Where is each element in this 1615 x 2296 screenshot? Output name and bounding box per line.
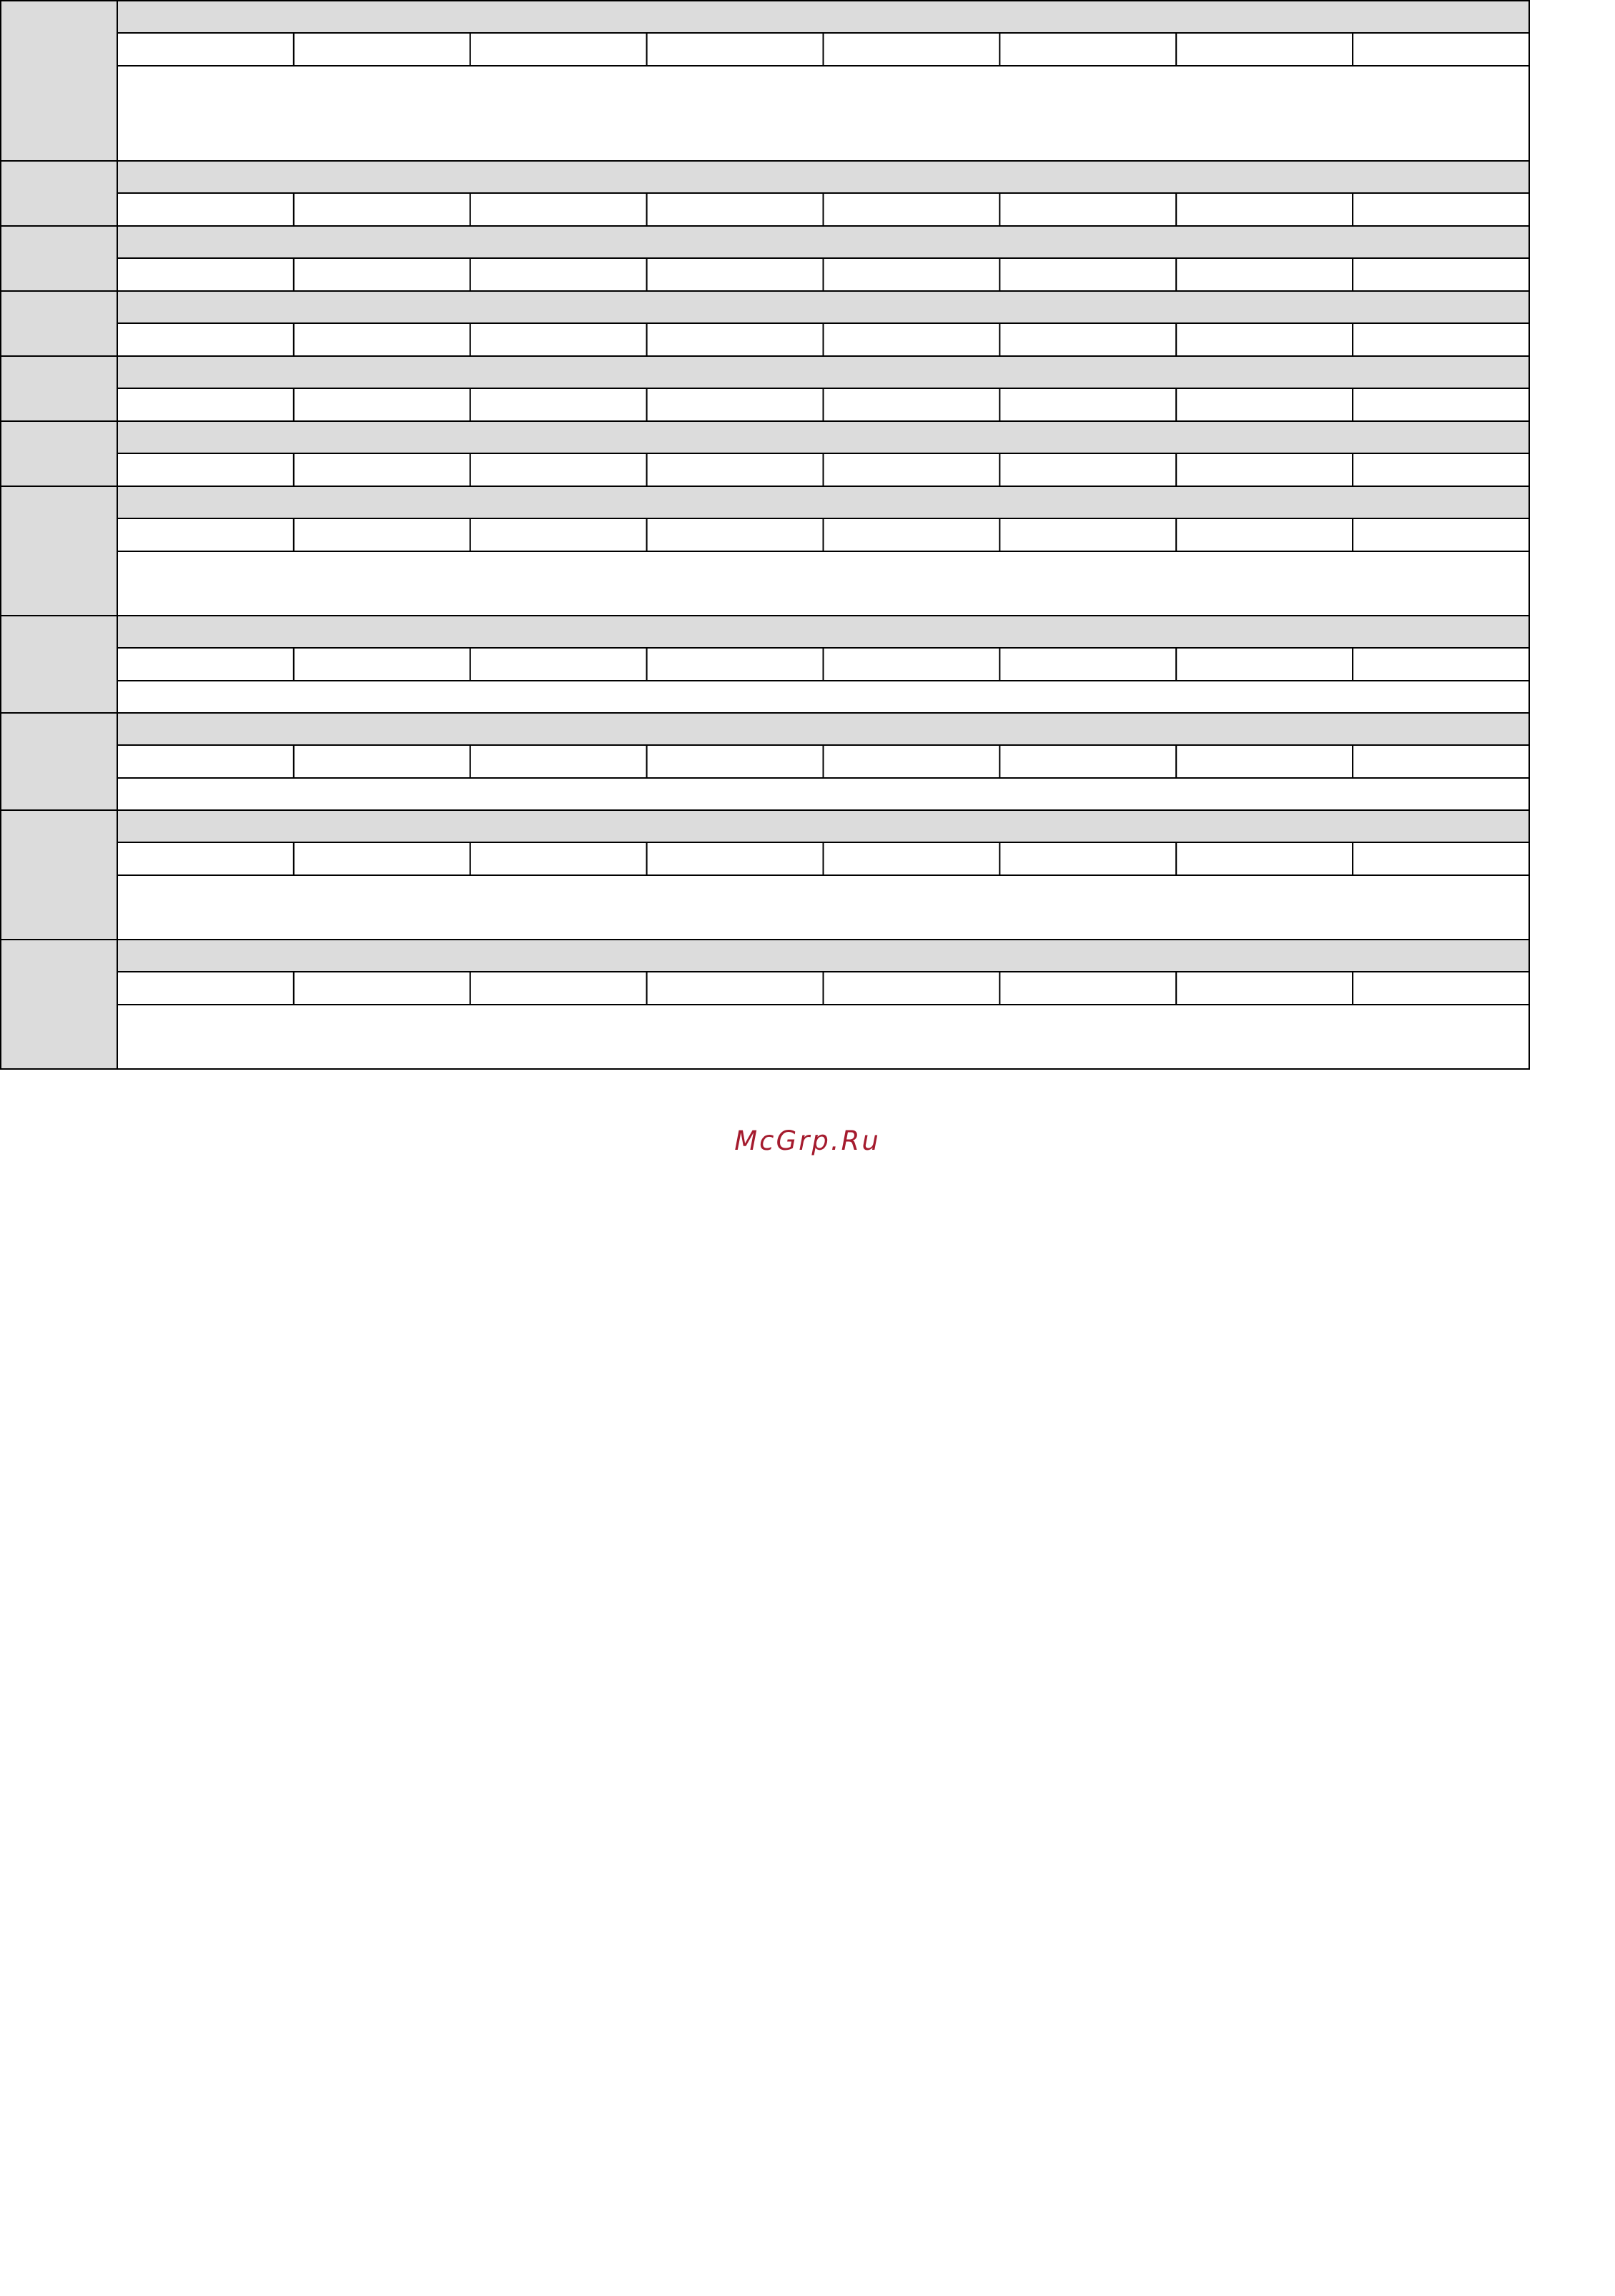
value-cell [294, 842, 470, 875]
section-label-cell [1, 291, 117, 356]
value-cell [294, 193, 470, 226]
value-cell [117, 453, 294, 486]
value-cell [647, 648, 824, 681]
value-cell [294, 33, 470, 66]
section-note-row [117, 681, 1529, 713]
value-cell [999, 33, 1176, 66]
section-note-row [117, 551, 1529, 616]
value-cell [824, 972, 1000, 1005]
value-cell [647, 972, 824, 1005]
value-cell [117, 33, 294, 66]
value-cell [1176, 193, 1353, 226]
section-label-cell [1, 713, 117, 810]
value-cell [1353, 193, 1529, 226]
value-cell [824, 388, 1000, 421]
value-cell [647, 453, 824, 486]
value-cell [294, 453, 470, 486]
value-cell [824, 745, 1000, 778]
value-cell [117, 388, 294, 421]
value-cell [824, 193, 1000, 226]
value-cell [999, 745, 1176, 778]
section-header-strip [117, 616, 1529, 648]
value-cell [117, 258, 294, 291]
value-cell [1353, 518, 1529, 551]
section-label-cell [1, 616, 117, 713]
value-cell [647, 518, 824, 551]
value-cell [1176, 648, 1353, 681]
value-cell [294, 972, 470, 1005]
value-cell [1353, 648, 1529, 681]
value-cell [470, 388, 647, 421]
value-cell [117, 193, 294, 226]
value-cell [647, 193, 824, 226]
value-cell [1176, 323, 1353, 356]
value-cell [470, 193, 647, 226]
value-cell [824, 842, 1000, 875]
value-cell [470, 745, 647, 778]
value-cell [999, 388, 1176, 421]
value-cell [1353, 388, 1529, 421]
value-cell [647, 842, 824, 875]
section-label-cell [1, 940, 117, 1069]
value-cell [117, 972, 294, 1005]
value-cell [1176, 518, 1353, 551]
value-cell [1176, 842, 1353, 875]
value-cell [1353, 972, 1529, 1005]
value-cell [117, 518, 294, 551]
value-cell [999, 972, 1176, 1005]
value-cell [647, 258, 824, 291]
value-cell [117, 648, 294, 681]
value-cell [647, 323, 824, 356]
value-cell [824, 33, 1000, 66]
value-cell [294, 258, 470, 291]
value-cell [647, 745, 824, 778]
section-note-row [117, 778, 1529, 810]
value-cell [824, 323, 1000, 356]
value-cell [999, 648, 1176, 681]
section-header-strip [117, 421, 1529, 453]
value-cell [1353, 842, 1529, 875]
value-cell [294, 648, 470, 681]
value-cell [294, 388, 470, 421]
value-cell [117, 323, 294, 356]
section-label-cell [1, 810, 117, 940]
value-cell [1353, 258, 1529, 291]
value-cell [824, 648, 1000, 681]
watermark-text: McGrp.Ru [734, 1125, 881, 1156]
section-header-strip [117, 940, 1529, 972]
section-header-strip [117, 810, 1529, 842]
value-cell [1176, 453, 1353, 486]
value-cell [824, 453, 1000, 486]
section-note-row [117, 1005, 1529, 1069]
section-header-strip [117, 713, 1529, 745]
value-cell [470, 842, 647, 875]
value-cell [294, 323, 470, 356]
value-cell [824, 518, 1000, 551]
value-cell [1176, 745, 1353, 778]
value-cell [1353, 453, 1529, 486]
section-header-strip [117, 291, 1529, 323]
section-header-strip [117, 486, 1529, 518]
value-cell [999, 258, 1176, 291]
section-label-cell [1, 356, 117, 421]
value-cell [999, 842, 1176, 875]
value-cell [294, 745, 470, 778]
value-cell [999, 323, 1176, 356]
value-cell [470, 972, 647, 1005]
section-label-cell [1, 161, 117, 226]
value-cell [117, 842, 294, 875]
value-cell [1353, 745, 1529, 778]
section-label-cell [1, 421, 117, 486]
value-cell [1176, 972, 1353, 1005]
value-cell [1353, 33, 1529, 66]
value-cell [470, 258, 647, 291]
value-cell [1176, 33, 1353, 66]
value-cell [470, 648, 647, 681]
value-cell [470, 323, 647, 356]
section-header-strip [117, 226, 1529, 258]
section-header-strip [117, 161, 1529, 193]
value-cell [117, 745, 294, 778]
section-note-row [117, 66, 1529, 161]
value-cell [824, 258, 1000, 291]
section-label-cell [1, 226, 117, 291]
value-cell [647, 388, 824, 421]
value-cell [470, 453, 647, 486]
value-cell [999, 193, 1176, 226]
value-cell [647, 33, 824, 66]
value-cell [1176, 388, 1353, 421]
value-cell [999, 453, 1176, 486]
value-cell [999, 518, 1176, 551]
value-cell [1353, 323, 1529, 356]
section-header-strip [117, 1, 1529, 33]
value-cell [470, 518, 647, 551]
section-label-cell [1, 1, 117, 161]
value-cell [294, 518, 470, 551]
section-label-cell [1, 486, 117, 616]
value-cell [470, 33, 647, 66]
value-cell [1176, 258, 1353, 291]
section-header-strip [117, 356, 1529, 388]
section-note-row [117, 875, 1529, 940]
